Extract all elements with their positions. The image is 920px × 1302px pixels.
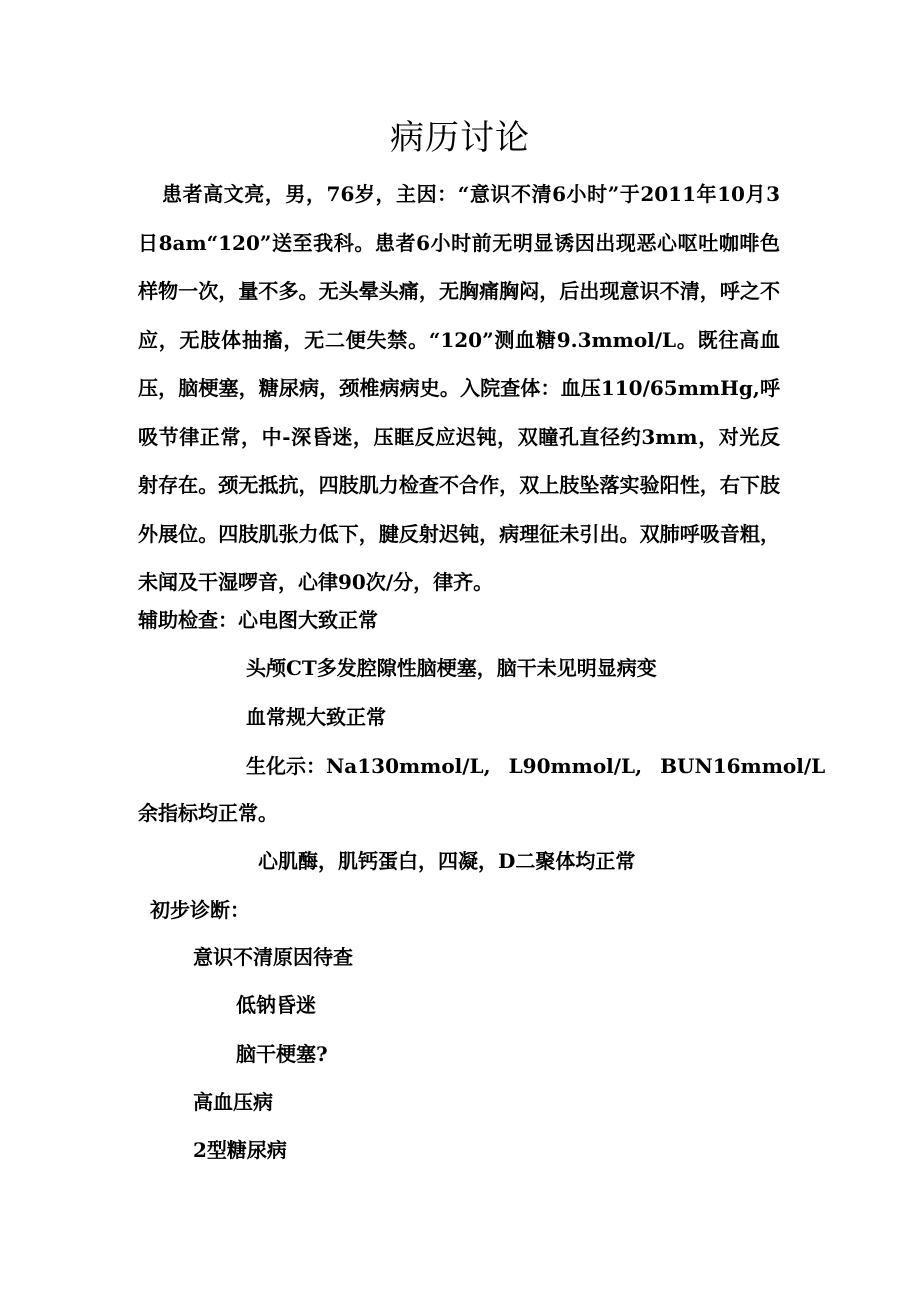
- auxiliary-exam-ct: 头颅CT多发腔隙性脑梗塞，脑干未见明显病变: [246, 656, 657, 680]
- auxiliary-exam-rest-normal: 余指标均正常。: [138, 801, 278, 825]
- diagnosis-item-2: 高血压病: [193, 1090, 273, 1114]
- history-paragraph: 患者高文亮，男，76岁，主因：“意识不清6小时”于2011年10月3日8am“120”送至我科。患者6小时前无明显诱因出现恶心呕吐咖啡色样物一次，量不多。无头晕头痛，无胸痛胸闷，后出现意识不清，呼之不应，无肢体抽搐，无二便失禁。“120”测血糖9.3mmol/L。既往高血压，脑梗塞，糖尿病，颈椎病病史。入院查体：血压110/65mmHg,呼吸节律正常，中-深昏迷，压眶反应迟钝，双瞳孔直径约3mm，对光反射存在。颈无抵抗，四肢肌力检查不合作，双上肢坠落实验阳性，右下肢外展位。四肢肌张力低下，腱反射迟钝，病理征未引出。双肺呼吸音粗，未闻及干湿啰音，心律90次/分，律齐。: [138, 182, 780, 594]
- auxiliary-exam-ecg: 辅助检查：心电图大致正常: [138, 608, 378, 632]
- document-title: 病历讨论: [390, 118, 530, 158]
- biochem-item-l: L90mmol/L,: [508, 754, 643, 778]
- diagnosis-label: 初步诊断：: [150, 898, 250, 922]
- diagnosis-item-1: 意识不清原因待查: [193, 945, 353, 969]
- diagnosis-item-3: 2型糖尿病: [193, 1138, 287, 1162]
- auxiliary-exam-enzymes: 心肌酶，肌钙蛋白，四凝，D二聚体均正常: [258, 849, 636, 873]
- auxiliary-exam-blood-routine: 血常规大致正常: [246, 705, 386, 729]
- biochem-item-bun: BUN16mmol/L: [660, 754, 826, 778]
- auxiliary-exam-biochem: [246, 750, 843, 779]
- diagnosis-item-1b: 脑干梗塞?: [236, 1042, 328, 1066]
- biochem-prefix: 生化示：: [246, 754, 326, 778]
- biochem-item-na: Na130mmol/L,: [326, 754, 491, 778]
- diagnosis-item-1a: 低钠昏迷: [236, 993, 316, 1017]
